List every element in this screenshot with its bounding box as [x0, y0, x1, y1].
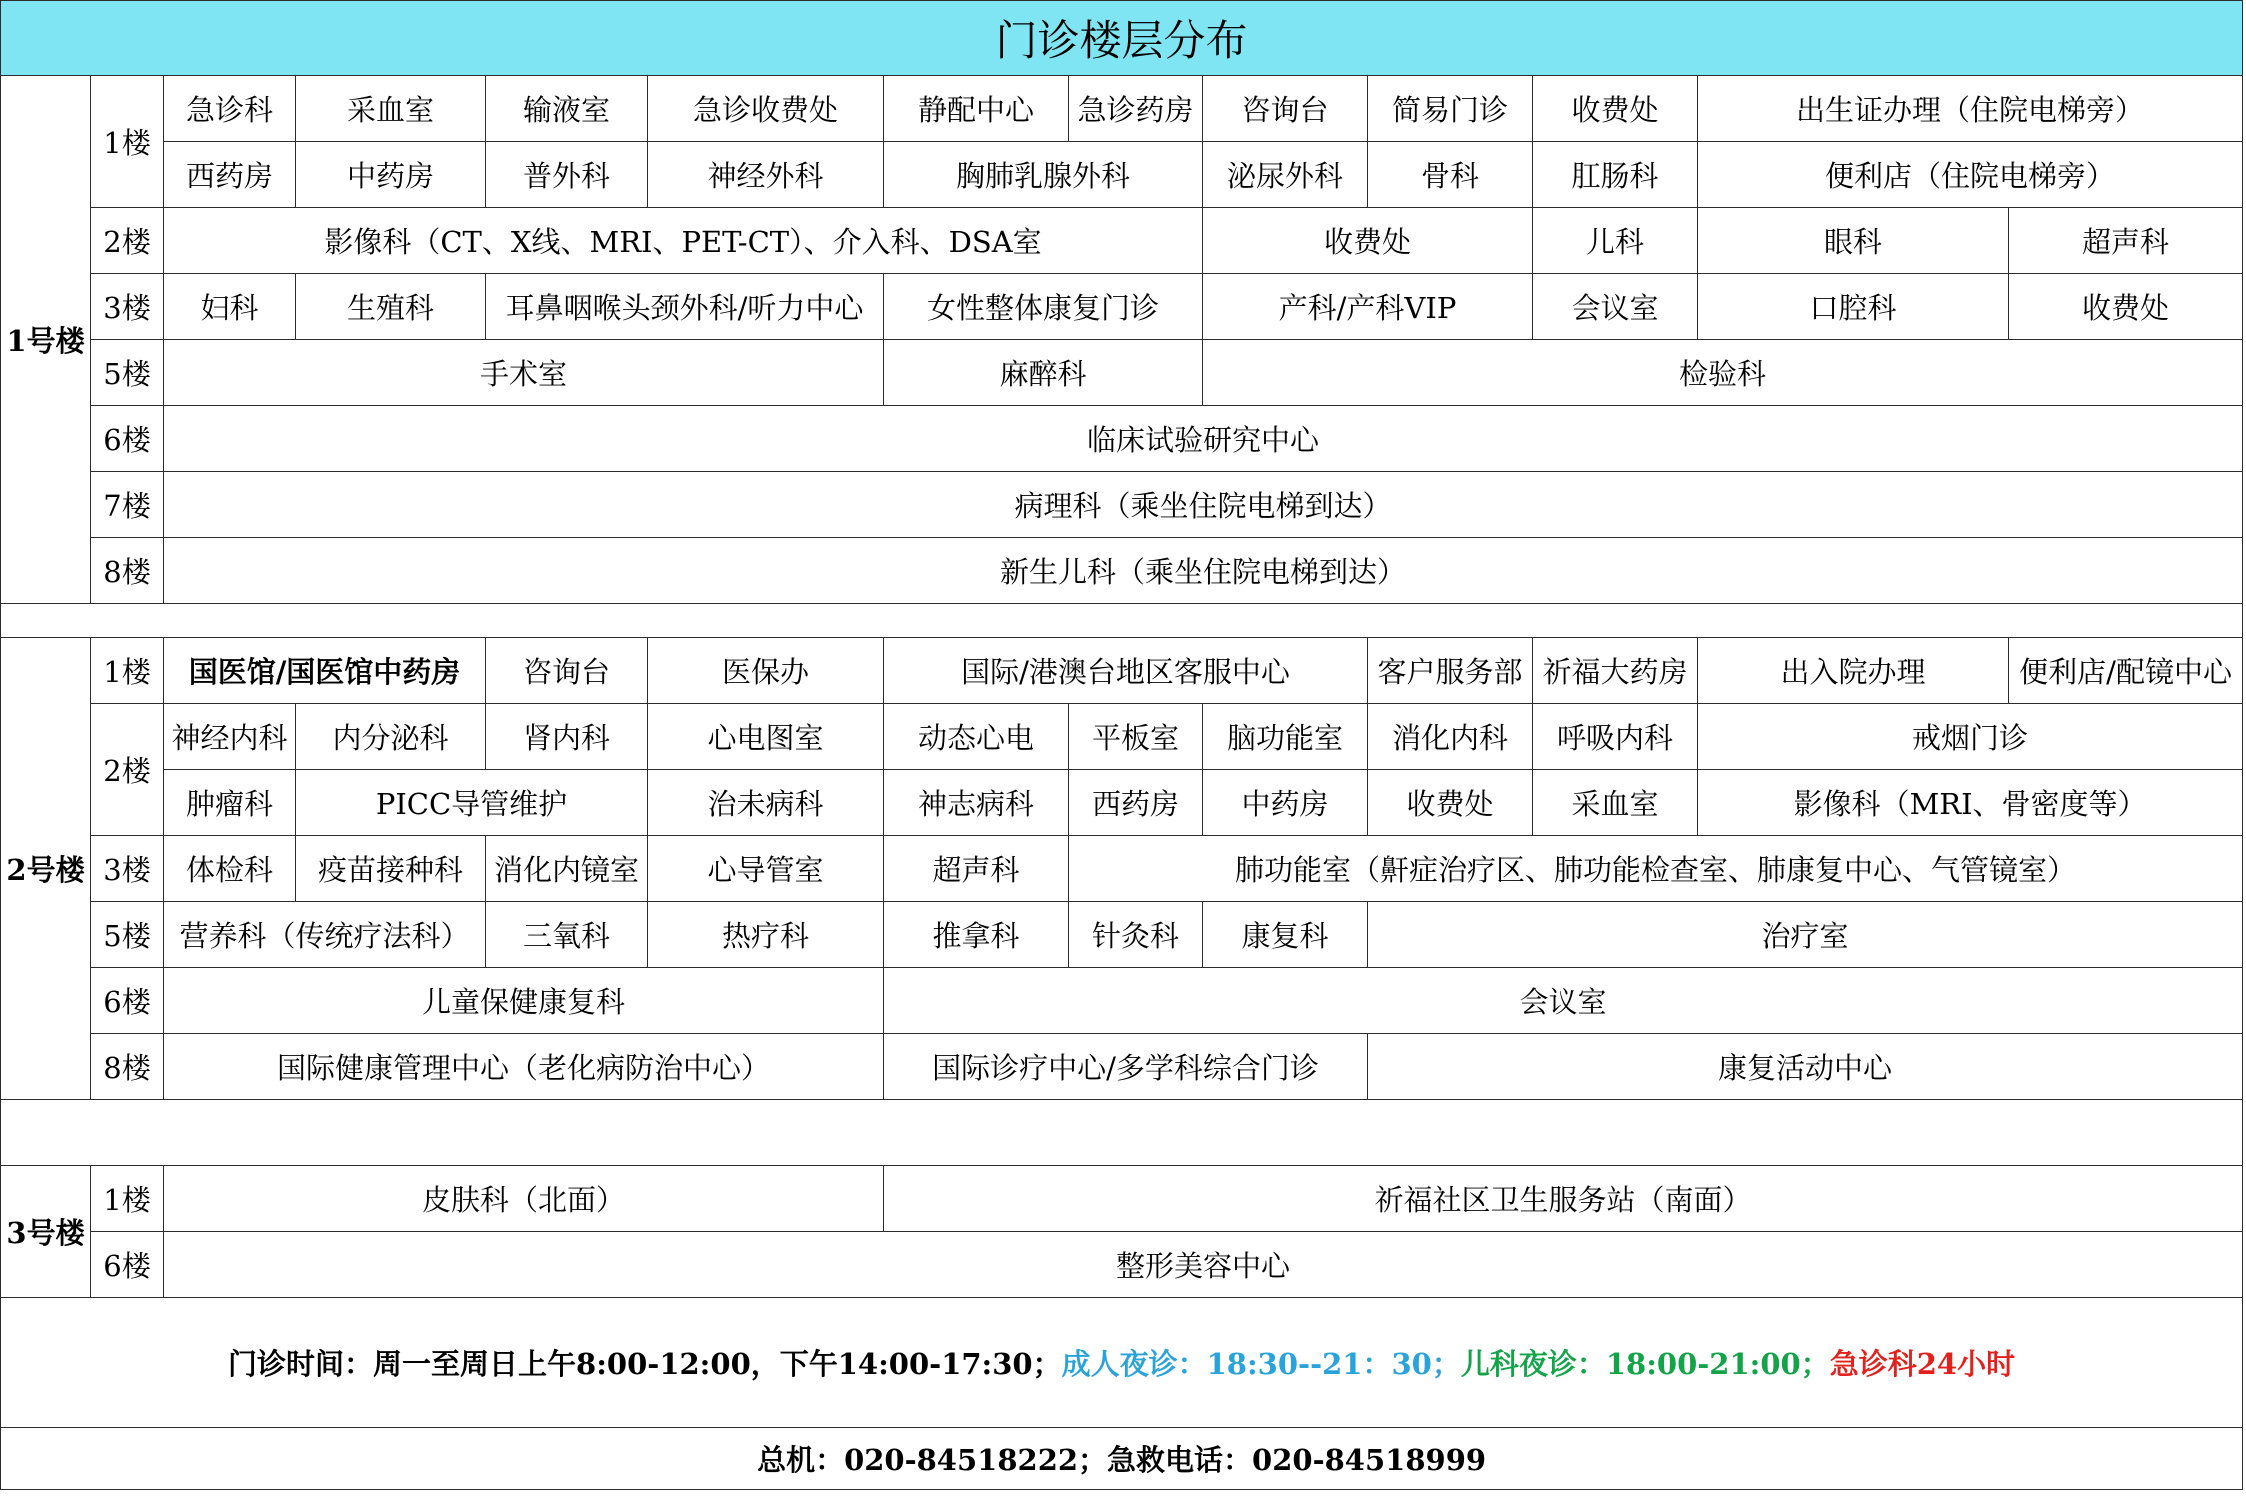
building-label: 2号楼: [1, 638, 91, 1100]
department-cell: 简易门诊: [1368, 76, 1533, 142]
floor-row: [1, 76, 2243, 142]
floor-label: 8楼: [91, 1034, 164, 1100]
department-cell: 手术室: [164, 340, 884, 406]
contact-row: [1, 1428, 2243, 1490]
department-cell: 肾内科: [486, 704, 648, 770]
department-cell: 胸肺乳腺外科: [884, 142, 1203, 208]
spacer-cell: [1, 1100, 2243, 1166]
spacer-row: [1, 1100, 2243, 1166]
department-cell: PICC导管维护: [296, 770, 648, 836]
department-cell: 营养科（传统疗法科）: [164, 902, 486, 968]
department-cell: 收费处: [2009, 274, 2243, 340]
department-cell: 咨询台: [1203, 76, 1368, 142]
department-cell: 内分泌科: [296, 704, 486, 770]
department-cell: 肛肠科: [1533, 142, 1698, 208]
department-cell: 采血室: [1533, 770, 1698, 836]
department-cell: 心电图室: [648, 704, 884, 770]
department-cell: 女性整体康复门诊: [884, 274, 1203, 340]
contact-info: 总机：020-84518222；急救电话：020-84518999: [1, 1428, 2243, 1490]
department-cell: 治疗室: [1368, 902, 2243, 968]
department-cell: 收费处: [1533, 76, 1698, 142]
department-cell: 儿童保健康复科: [164, 968, 884, 1034]
department-cell: 热疗科: [648, 902, 884, 968]
floor-label: 6楼: [91, 1232, 164, 1298]
floor-label: 1楼: [91, 638, 164, 704]
floor-label: 1楼: [91, 76, 164, 208]
department-cell: 产科/产科VIP: [1203, 274, 1533, 340]
hours-emergency: 急诊科24小时: [1829, 1347, 2016, 1381]
hours-regular: 门诊时间：周一至周日上午8:00-12:00，下午14:00-17:30；: [228, 1347, 1062, 1381]
department-cell: 医保办: [648, 638, 884, 704]
department-cell: 疫苗接种科: [296, 836, 486, 902]
department-cell: 采血室: [296, 76, 486, 142]
floor-row: [1, 274, 2243, 340]
department-cell: 国际诊疗中心/多学科综合门诊: [884, 1034, 1368, 1100]
department-cell: 影像科（CT、X线、MRI、PET-CT）、介入科、DSA室: [164, 208, 1203, 274]
department-cell: 康复活动中心: [1368, 1034, 2243, 1100]
department-cell: 临床试验研究中心: [164, 406, 2243, 472]
department-cell: 皮肤科（北面）: [164, 1166, 884, 1232]
floor-label: 3楼: [91, 274, 164, 340]
department-cell: 输液室: [486, 76, 648, 142]
building-label: 1号楼: [1, 76, 91, 604]
floor-label: 3楼: [91, 836, 164, 902]
department-cell: 治未病科: [648, 770, 884, 836]
department-cell: 中药房: [1203, 770, 1368, 836]
department-cell: 国际健康管理中心（老化病防治中心）: [164, 1034, 884, 1100]
floor-label: 6楼: [91, 406, 164, 472]
department-cell: 西药房: [164, 142, 296, 208]
department-cell: 神经内科: [164, 704, 296, 770]
hours-row: [1, 1298, 2243, 1428]
department-cell: 普外科: [486, 142, 648, 208]
department-cell: 康复科: [1203, 902, 1368, 968]
floor-row: [1, 340, 2243, 406]
department-cell: 客户服务部: [1368, 638, 1533, 704]
hours-pediatric-night: 儿科夜诊：18:00-21:00；: [1460, 1347, 1830, 1381]
title-row: [1, 1, 2243, 76]
department-cell: 生殖科: [296, 274, 486, 340]
department-cell: 体检科: [164, 836, 296, 902]
department-cell: 三氧科: [486, 902, 648, 968]
floor-label: 2楼: [91, 704, 164, 836]
department-cell: 麻醉科: [884, 340, 1203, 406]
floor-label: 8楼: [91, 538, 164, 604]
floor-row: [1, 1232, 2243, 1298]
department-cell: 神志病科: [884, 770, 1069, 836]
department-cell: 国际/港澳台地区客服中心: [884, 638, 1368, 704]
department-cell: 口腔科: [1698, 274, 2009, 340]
department-cell: 骨科: [1368, 142, 1533, 208]
department-cell: 祈福社区卫生服务站（南面）: [884, 1166, 2243, 1232]
department-cell: 急诊收费处: [648, 76, 884, 142]
department-cell: 祈福大药房: [1533, 638, 1698, 704]
floor-label: 6楼: [91, 968, 164, 1034]
floor-label: 7楼: [91, 472, 164, 538]
department-cell: 泌尿外科: [1203, 142, 1368, 208]
floor-row: [1, 1166, 2243, 1232]
floor-label: 2楼: [91, 208, 164, 274]
floor-label: 5楼: [91, 902, 164, 968]
department-cell: 病理科（乘坐住院电梯到达）: [164, 472, 2243, 538]
department-cell: 肺功能室（鼾症治疗区、肺功能检查室、肺康复中心、气管镜室）: [1069, 836, 2243, 902]
department-cell: 急诊药房: [1069, 76, 1203, 142]
department-cell: 耳鼻咽喉头颈外科/听力中心: [486, 274, 884, 340]
floor-row: [1, 770, 2243, 836]
floor-row: [1, 472, 2243, 538]
floor-label: 5楼: [91, 340, 164, 406]
department-cell: 动态心电: [884, 704, 1069, 770]
department-cell: 会议室: [884, 968, 2243, 1034]
department-cell: 国医馆/国医馆中药房: [164, 638, 486, 704]
department-cell: 脑功能室: [1203, 704, 1368, 770]
department-cell: 便利店（住院电梯旁）: [1698, 142, 2243, 208]
department-cell: 咨询台: [486, 638, 648, 704]
building-label: 3号楼: [1, 1166, 91, 1298]
department-cell: 心导管室: [648, 836, 884, 902]
hours-info: [1, 1298, 2243, 1428]
department-cell: 针灸科: [1069, 902, 1203, 968]
floor-row: [1, 638, 2243, 704]
department-cell: 收费处: [1368, 770, 1533, 836]
department-cell: 中药房: [296, 142, 486, 208]
department-cell: 消化内镜室: [486, 836, 648, 902]
department-cell: 检验科: [1203, 340, 2243, 406]
department-cell: 西药房: [1069, 770, 1203, 836]
spacer-row: [1, 604, 2243, 638]
department-cell: 影像科（MRI、骨密度等）: [1698, 770, 2243, 836]
department-cell: 超声科: [884, 836, 1069, 902]
floor-row: [1, 1034, 2243, 1100]
floor-label: 1楼: [91, 1166, 164, 1232]
department-cell: 静配中心: [884, 76, 1069, 142]
department-cell: 平板室: [1069, 704, 1203, 770]
department-cell: 肿瘤科: [164, 770, 296, 836]
department-cell: 妇科: [164, 274, 296, 340]
department-cell: 出入院办理: [1698, 638, 2009, 704]
floor-row: [1, 406, 2243, 472]
department-cell: 超声科: [2009, 208, 2243, 274]
floor-row: [1, 208, 2243, 274]
department-cell: 消化内科: [1368, 704, 1533, 770]
floor-row: [1, 902, 2243, 968]
department-cell: 急诊科: [164, 76, 296, 142]
department-cell: 儿科: [1533, 208, 1698, 274]
department-cell: 戒烟门诊: [1698, 704, 2243, 770]
department-cell: 推拿科: [884, 902, 1069, 968]
department-cell: 呼吸内科: [1533, 704, 1698, 770]
floor-row: [1, 968, 2243, 1034]
department-cell: 眼科: [1698, 208, 2009, 274]
floor-row: [1, 836, 2243, 902]
department-cell: 整形美容中心: [164, 1232, 2243, 1298]
department-cell: 收费处: [1203, 208, 1533, 274]
floor-row: [1, 538, 2243, 604]
hours-adult-night: 成人夜诊：18:30--21：30；: [1061, 1347, 1461, 1381]
floor-row: [1, 142, 2243, 208]
spacer-cell: [1, 604, 2243, 638]
department-cell: 会议室: [1533, 274, 1698, 340]
department-cell: 新生儿科（乘坐住院电梯到达）: [164, 538, 2243, 604]
floor-row: [1, 704, 2243, 770]
page-title: 门诊楼层分布: [1, 1, 2243, 76]
department-cell: 神经外科: [648, 142, 884, 208]
department-cell: 便利店/配镜中心: [2009, 638, 2243, 704]
department-cell: 出生证办理（住院电梯旁）: [1698, 76, 2243, 142]
